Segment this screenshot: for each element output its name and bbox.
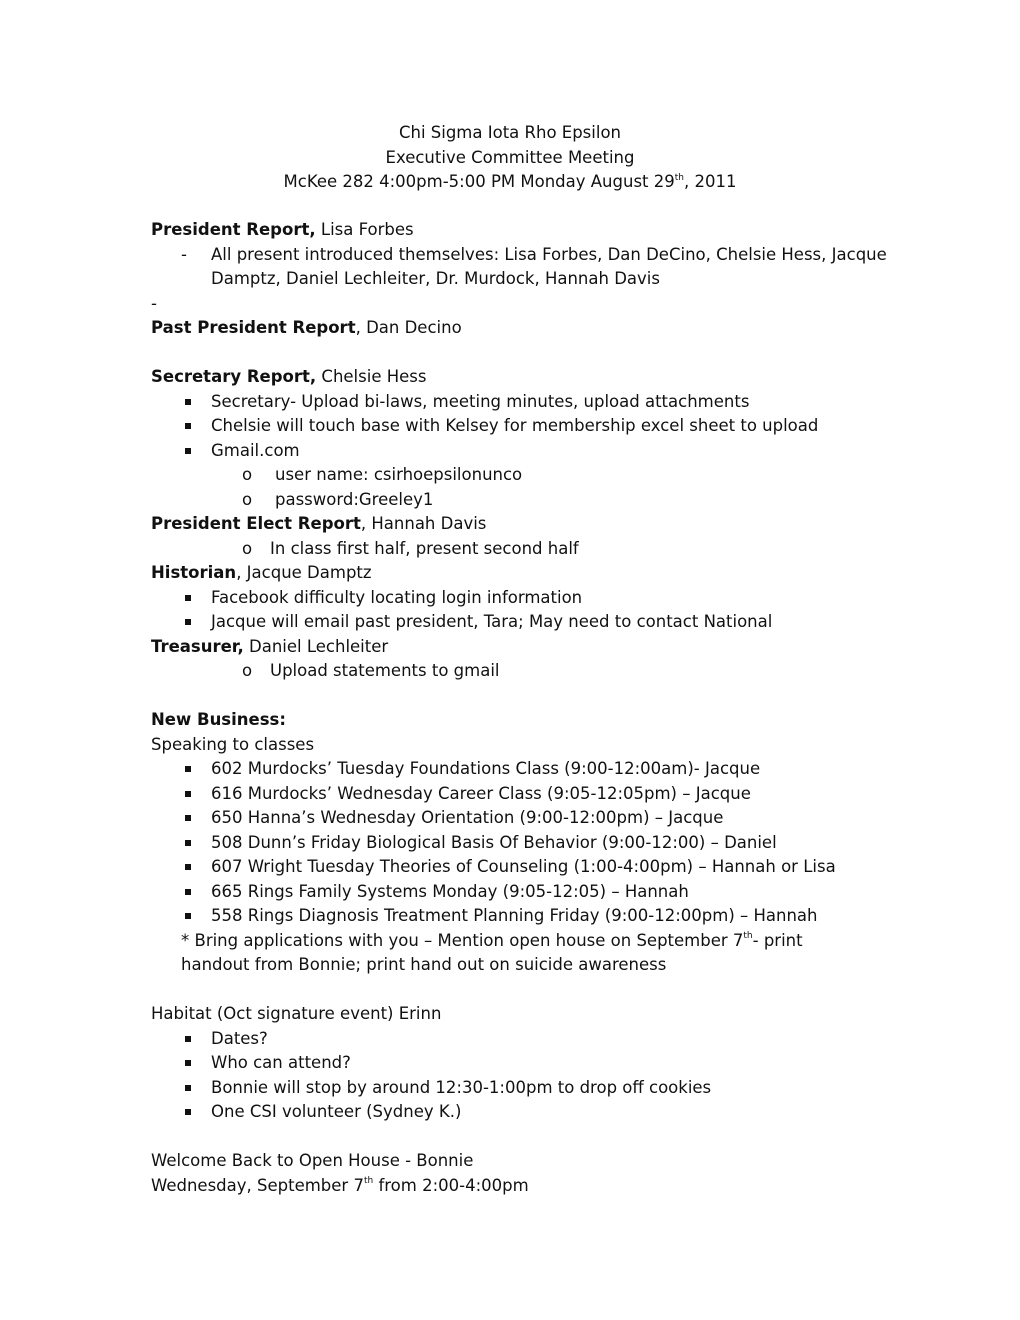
list-item: Facebook difficulty locating login information	[151, 586, 911, 611]
applications-note: * Bring applications with you – Mention open house on September 7th- print	[181, 930, 803, 950]
minutes-body	[151, 218, 911, 1198]
new-business-heading: New Business:	[151, 710, 286, 729]
list-item: - All present introduced themselves: Lisa Forbes, Dan DeCino, Chelsie Hess, Jacque	[181, 244, 887, 264]
president-elect-heading: President Elect Report, Hannah Davis	[151, 514, 487, 533]
meeting-details: McKee 282 4:00pm-5:00 PM Monday August 29th, 2011	[283, 172, 737, 191]
applications-note-continuation: handout from Bonnie; print hand out on suicide awareness	[181, 955, 667, 974]
speaking-to-classes-subheading: Speaking to classes	[151, 734, 315, 754]
square-bullet-icon	[185, 1085, 191, 1091]
list-item-continuation: Damptz, Daniel Lechleiter, Dr. Murdock, Hannah Davis	[211, 269, 660, 288]
list-item: 616 Murdocks’ Wednesday Career Class (9:05-12:05pm) – Jacque	[151, 782, 911, 807]
sub-list-item: o password:Greeley1	[242, 489, 434, 509]
square-bullet-icon	[185, 840, 191, 846]
list-item: 607 Wright Tuesday Theories of Counseling (1:00-4:00pm) – Hannah or Lisa	[151, 855, 911, 880]
list-item: Bonnie will stop by around 12:30-1:00pm to drop off cookies	[151, 1076, 911, 1101]
square-bullet-icon	[185, 399, 191, 405]
list-item: Chelsie will touch base with Kelsey for membership excel sheet to upload	[151, 414, 911, 439]
list-item: Dates?	[151, 1027, 911, 1052]
open-house-date: Wednesday, September 7th from 2:00-4:00pm	[151, 1175, 529, 1195]
list-item: One CSI volunteer (Sydney K.)	[151, 1100, 911, 1125]
square-bullet-icon	[185, 913, 191, 919]
list-item: 650 Hanna’s Wednesday Orientation (9:00-12:00pm) – Jacque	[151, 806, 911, 831]
list-item: 602 Murdocks’ Tuesday Foundations Class (9:00-12:00am)- Jacque	[151, 757, 911, 782]
square-bullet-icon	[185, 448, 191, 454]
empty-dash-item: -	[151, 293, 157, 313]
treasurer-heading: Treasurer, Daniel Lechleiter	[151, 636, 389, 656]
list-item: Gmail.com	[151, 439, 911, 464]
square-bullet-icon	[185, 815, 191, 821]
org-title: Chi Sigma Iota Rho Epsilon	[398, 123, 622, 142]
square-bullet-icon	[185, 423, 191, 429]
square-bullet-icon	[185, 889, 191, 895]
meeting-title: Executive Committee Meeting	[385, 147, 635, 167]
sub-list-item: o user name: csirhoepsilonunco	[242, 465, 523, 484]
historian-heading: Historian, Jacque Damptz	[151, 563, 372, 582]
square-bullet-icon	[185, 766, 191, 772]
square-bullet-icon	[185, 619, 191, 625]
list-item: 665 Rings Family Systems Monday (9:05-12:05) – Hannah	[151, 880, 911, 905]
square-bullet-icon	[185, 1109, 191, 1115]
open-house-heading: Welcome Back to Open House - Bonnie	[151, 1151, 474, 1170]
list-item: 558 Rings Diagnosis Treatment Planning Friday (9:00-12:00pm) – Hannah	[151, 904, 911, 929]
square-bullet-icon	[185, 1060, 191, 1066]
sub-list-item: o In class first half, present second half	[242, 538, 579, 558]
square-bullet-icon	[185, 864, 191, 870]
square-bullet-icon	[185, 1036, 191, 1042]
list-item: Secretary- Upload bi-laws, meeting minutes, upload attachments	[151, 390, 911, 415]
list-item: Jacque will email past president, Tara; May need to contact National	[151, 610, 911, 635]
habitat-heading: Habitat (Oct signature event) Erinn	[151, 1004, 442, 1023]
list-item: Who can attend?	[151, 1051, 911, 1076]
square-bullet-icon	[185, 791, 191, 797]
secretary-report-heading: Secretary Report, Chelsie Hess	[151, 367, 427, 386]
document-header	[0, 121, 1020, 195]
list-item: 508 Dunn’s Friday Biological Basis Of Behavior (9:00-12:00) – Daniel	[151, 831, 911, 856]
sub-list-item: o Upload statements to gmail	[242, 661, 500, 680]
president-report-heading: President Report, Lisa Forbes	[151, 220, 414, 239]
square-bullet-icon	[185, 595, 191, 601]
past-president-heading: Past President Report, Dan Decino	[151, 318, 462, 337]
